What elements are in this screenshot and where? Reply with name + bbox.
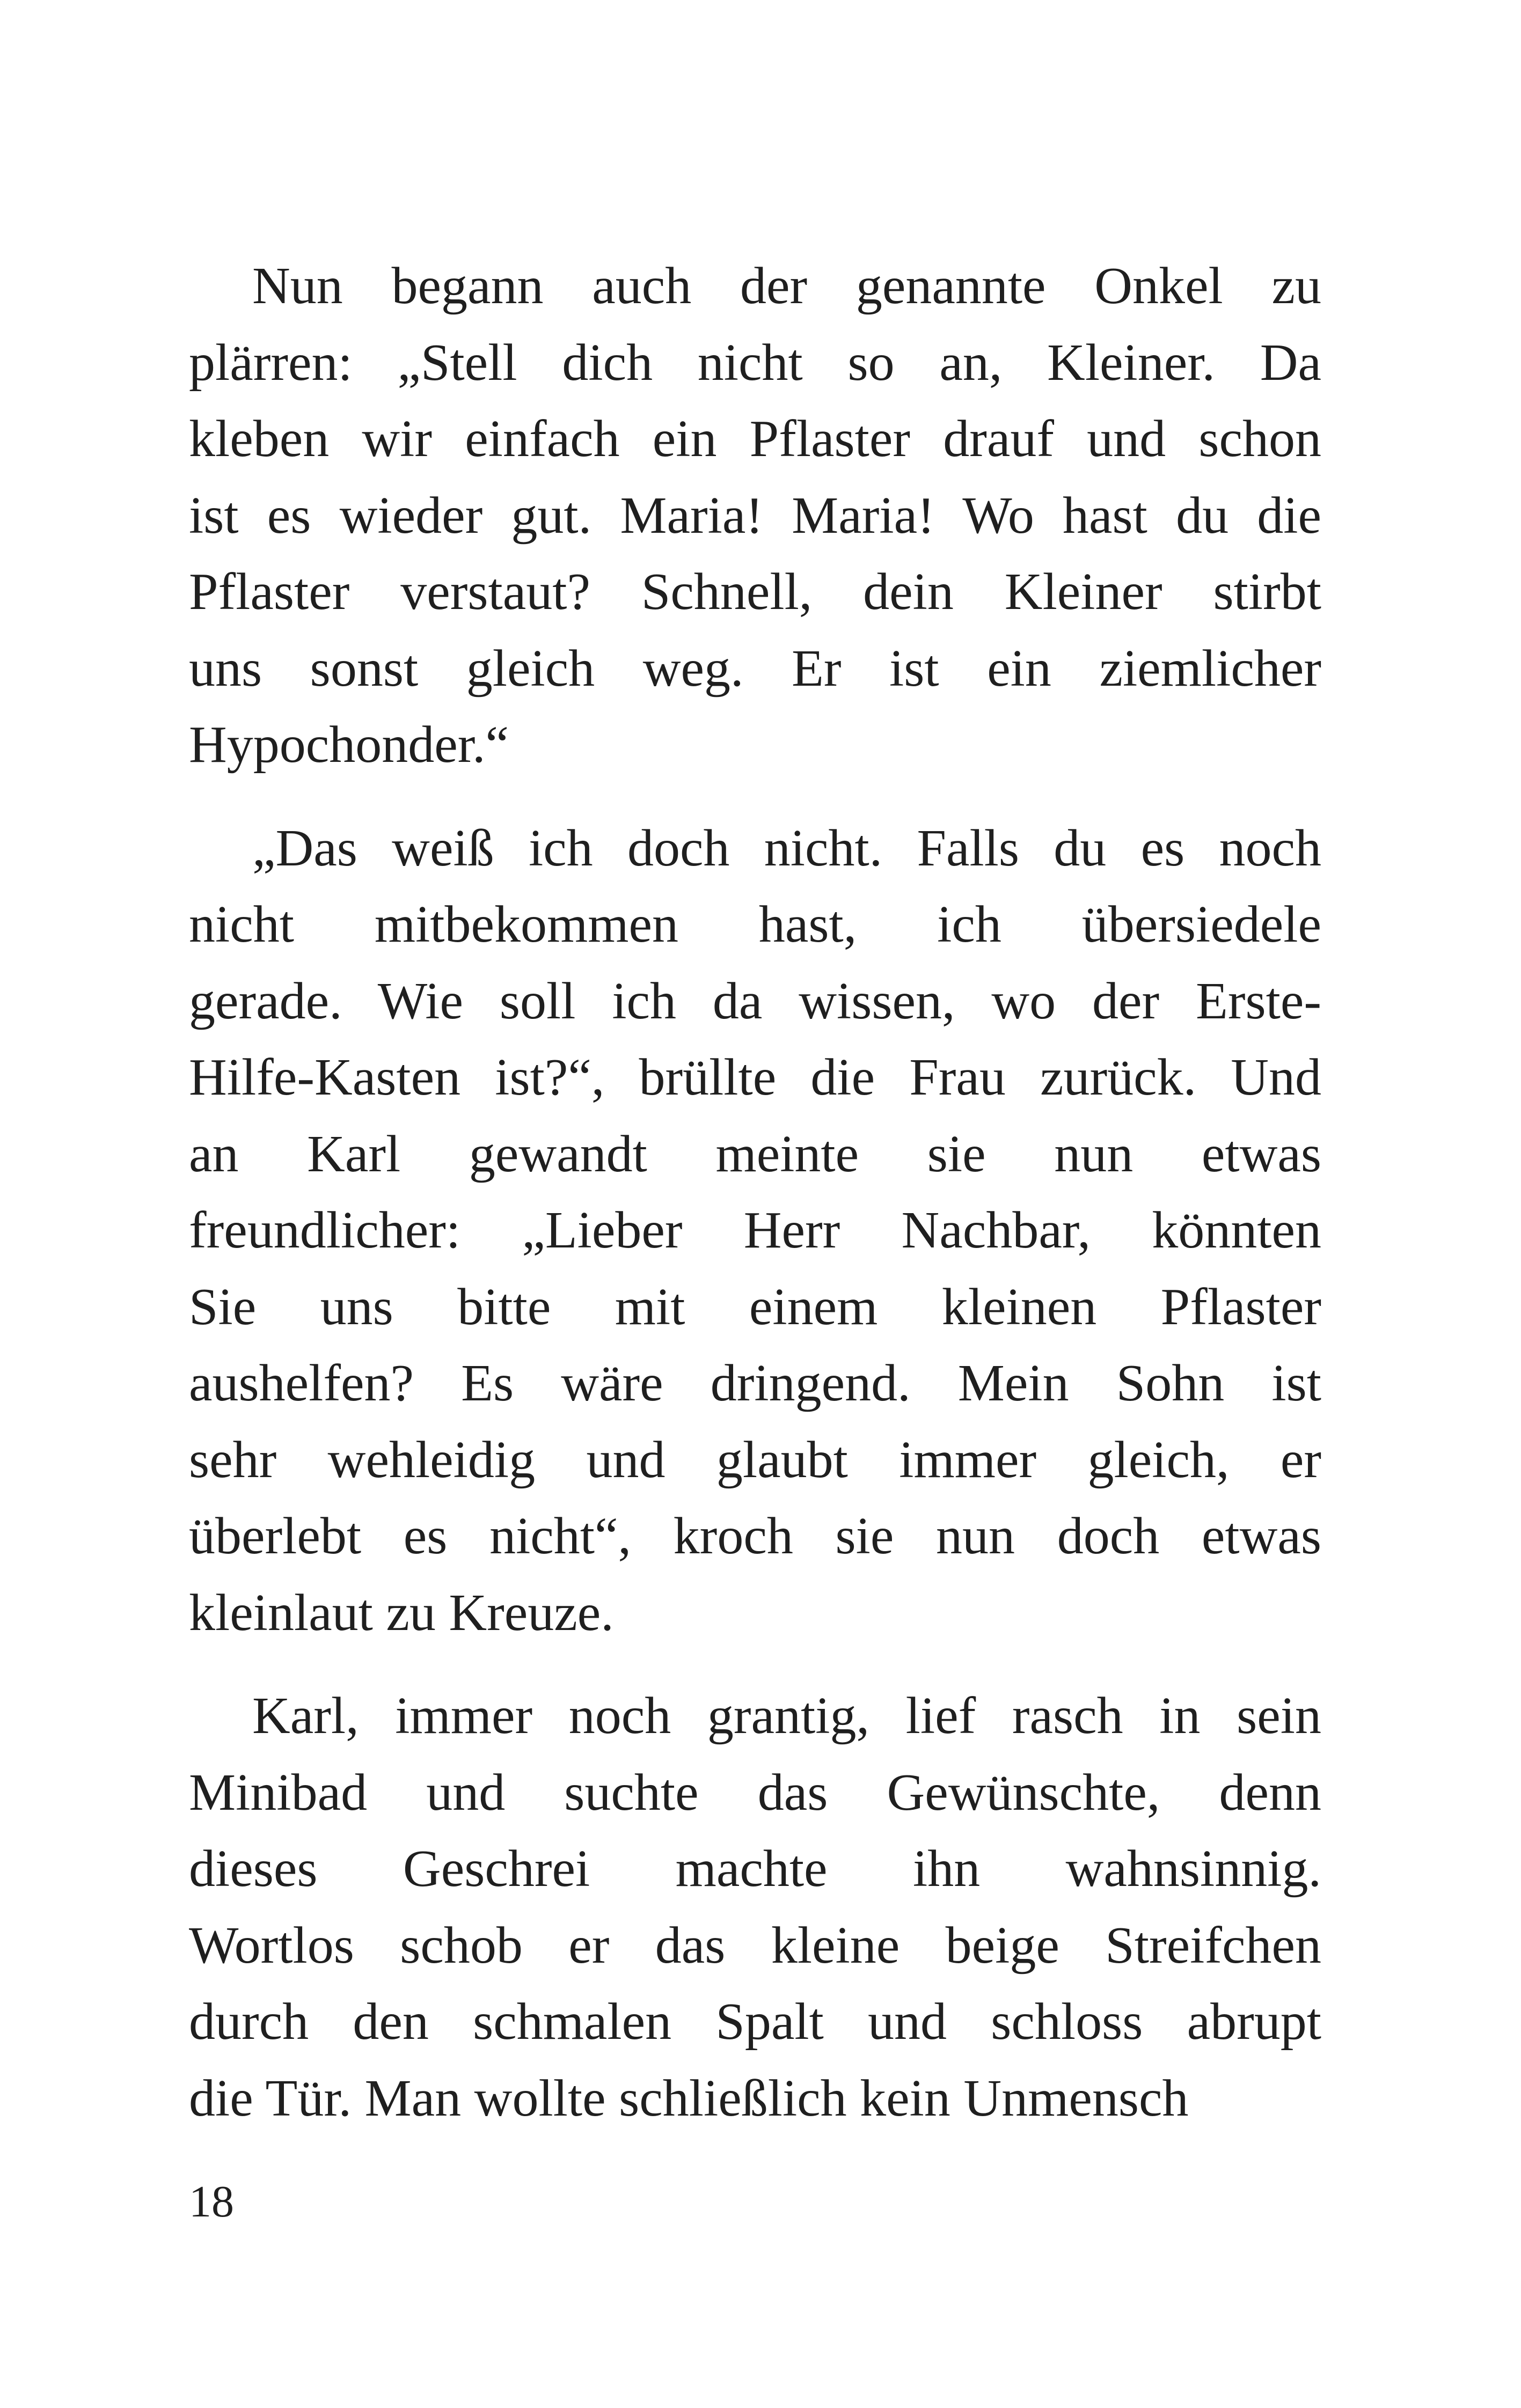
text-line: plärren: „Stell dich nicht so an, Kleiner. Da xyxy=(189,333,1321,392)
text-line: Hilfe-Kasten ist?“, brüllte die Frau zurück. Und xyxy=(189,1048,1321,1106)
paragraph-spacer xyxy=(189,1651,1321,1678)
text-line: Pflaster verstaut? Schnell, dein Kleiner stirbt xyxy=(189,563,1321,621)
text-line: Minibad und suchte das Gewünschte, denn xyxy=(189,1763,1321,1822)
text-line: Karl, immer noch grantig, lief rasch in sein xyxy=(252,1687,1321,1745)
text-line: kleinlaut zu Kreuze. xyxy=(189,1583,614,1642)
text-line: Hypochonder.“ xyxy=(189,716,509,774)
page-number: 18 xyxy=(189,2177,234,2227)
text-line: Wortlos schob er das kleine beige Streifchen xyxy=(189,1916,1321,1974)
text-line: gerade. Wie soll ich da wissen, wo der Erste- xyxy=(189,972,1321,1030)
text-line: freundlicher: „Lieber Herr Nachbar, könnten xyxy=(189,1201,1321,1259)
text-line: uns sonst gleich weg. Er ist ein ziemlicher xyxy=(189,639,1321,698)
paragraph-spacer xyxy=(189,783,1321,810)
text-line: überlebt es nicht“, kroch sie nun doch etwas xyxy=(189,1507,1321,1565)
text-line: die Tür. Man wollte schließlich kein Unmensch xyxy=(189,2069,1189,2127)
body-text xyxy=(189,248,1321,2137)
text-line: „Das weiß ich doch nicht. Falls du es noch xyxy=(252,819,1321,877)
text-line: Nun begann auch der genannte Onkel zu xyxy=(252,257,1321,315)
paragraph-3 xyxy=(189,1678,1321,2137)
paragraph-1 xyxy=(189,248,1321,783)
text-line: sehr wehleidig und glaubt immer gleich, er xyxy=(189,1430,1321,1489)
text-line: ist es wieder gut. Maria! Maria! Wo hast du die xyxy=(189,486,1321,545)
text-line: nicht mitbekommen hast, ich übersiedele xyxy=(189,895,1321,953)
text-line: durch den schmalen Spalt und schloss abrupt xyxy=(189,1993,1321,2051)
text-line: an Karl gewandt meinte sie nun etwas xyxy=(189,1125,1321,1183)
text-line: kleben wir einfach ein Pflaster drauf und schon xyxy=(189,410,1321,468)
text-line: dieses Geschrei machte ihn wahnsinnig. xyxy=(189,1840,1321,1898)
text-line: Sie uns bitte mit einem kleinen Pflaster xyxy=(189,1278,1321,1336)
text-line: aushelfen? Es wäre dringend. Mein Sohn ist xyxy=(189,1354,1321,1412)
paragraph-2 xyxy=(189,810,1321,1651)
